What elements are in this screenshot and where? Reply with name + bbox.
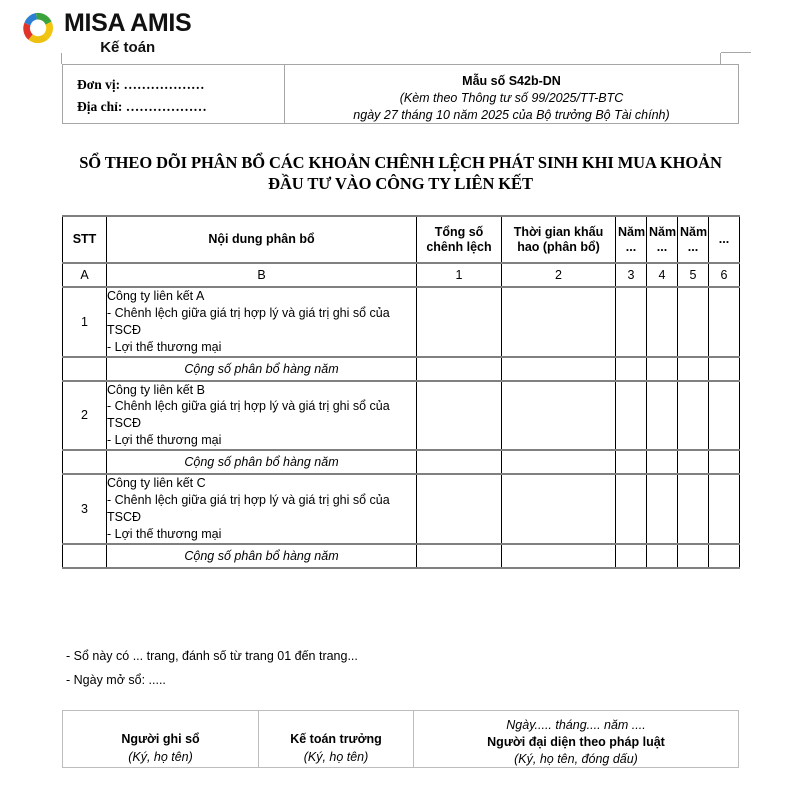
cell-total-difference[interactable] — [417, 526, 502, 544]
cell-year-2[interactable] — [647, 287, 678, 305]
cell-depreciation-time[interactable] — [502, 526, 616, 544]
summary-cell-year-more[interactable] — [709, 357, 740, 381]
signature-block — [62, 710, 739, 768]
summary-stt — [63, 450, 107, 474]
col-number-3: 3 — [616, 263, 647, 287]
cell-depreciation-time[interactable] — [502, 339, 616, 357]
row-stt: 2 — [63, 381, 107, 451]
table-row — [63, 305, 740, 339]
cell-year-2[interactable] — [647, 474, 678, 492]
cell-year-3[interactable] — [678, 492, 709, 526]
table-summary-row — [63, 357, 740, 381]
cell-total-difference[interactable] — [417, 339, 502, 357]
unit-label: Đơn vị: ……………… — [77, 77, 205, 92]
cell-year-1[interactable] — [616, 381, 647, 399]
signature-spacer — [259, 717, 413, 731]
col-number-b: B — [107, 263, 417, 287]
cell-year-more[interactable] — [709, 474, 740, 492]
summary-cell-year-3[interactable] — [678, 357, 709, 381]
cell-year-3[interactable] — [678, 381, 709, 399]
row-fair-value-difference: - Chênh lệch giữa giá trị hợp lý và giá trị ghi sổ của TSCĐ — [107, 492, 417, 526]
corner-tick-cap — [721, 52, 751, 53]
summary-cell-year-more[interactable] — [709, 450, 740, 474]
signature-legal-date: Ngày..... tháng.... năm .... — [506, 718, 646, 732]
cell-year-more[interactable] — [709, 398, 740, 432]
row-company-name: Công ty liên kết B — [107, 381, 417, 399]
table-row — [63, 492, 740, 526]
brand-header — [18, 8, 191, 55]
col-header-depreciation-line1: Thời gian khấu — [513, 224, 604, 239]
cell-depreciation-time[interactable] — [502, 432, 616, 450]
cell-year-2[interactable] — [647, 381, 678, 399]
cell-total-difference[interactable] — [417, 398, 502, 432]
allocation-table — [62, 215, 740, 569]
col-header-total-difference-line1: Tổng số — [434, 224, 484, 239]
signature-chief-role: Kế toán trưởng — [290, 732, 382, 746]
summary-stt — [63, 544, 107, 568]
form-note-line1: (Kèm theo Thông tư số 99/2025/TT-BTC — [399, 90, 624, 105]
page-title — [60, 152, 741, 194]
cell-year-3[interactable] — [678, 526, 709, 544]
signature-recorder-role: Người ghi sổ — [121, 732, 200, 746]
cell-depreciation-time[interactable] — [502, 398, 616, 432]
cell-total-difference[interactable] — [417, 492, 502, 526]
summary-cell-year-2[interactable] — [647, 544, 678, 568]
col-header-content: Nội dung phân bổ — [107, 216, 417, 263]
cell-year-more[interactable] — [709, 287, 740, 305]
brand-subtitle: Kế toán — [100, 39, 156, 56]
summary-cell-year-2[interactable] — [647, 450, 678, 474]
col-header-more: ... — [709, 216, 740, 263]
cell-year-1[interactable] — [616, 526, 647, 544]
cell-year-more[interactable] — [709, 381, 740, 399]
signature-recorder — [63, 711, 259, 767]
row-company-name: Công ty liên kết C — [107, 474, 417, 492]
col-number-1: 1 — [417, 263, 502, 287]
table-header-row — [63, 216, 740, 263]
row-company-name: Công ty liên kết A — [107, 287, 417, 305]
cell-year-more[interactable] — [709, 305, 740, 339]
cell-year-1[interactable] — [616, 305, 647, 339]
cell-total-difference[interactable] — [417, 474, 502, 492]
table-row — [63, 526, 740, 544]
col-header-stt: STT — [63, 216, 107, 263]
signature-chief-note: (Ký, họ tên) — [303, 749, 369, 764]
footer-notes — [66, 644, 358, 693]
cell-year-more[interactable] — [709, 492, 740, 526]
document-info-header — [62, 64, 739, 124]
cell-depreciation-time[interactable] — [502, 474, 616, 492]
address-label: Địa chỉ: ……………… — [77, 99, 207, 115]
cell-year-more[interactable] — [709, 526, 740, 544]
col-header-year-3 — [678, 216, 709, 263]
row-fair-value-difference: - Chênh lệch giữa giá trị hợp lý và giá trị ghi sổ của TSCĐ — [107, 398, 417, 432]
misa-swirl-logo-icon — [18, 8, 58, 48]
cell-year-1[interactable] — [616, 287, 647, 305]
col-number-6: 6 — [709, 263, 740, 287]
cell-depreciation-time[interactable] — [502, 492, 616, 526]
signature-legal-note: (Ký, họ tên, đóng dấu) — [514, 752, 638, 767]
allocation-table-body — [63, 287, 740, 568]
unit-info-box — [62, 64, 284, 124]
brand-title: MISA AMIS — [64, 9, 192, 37]
row-stt: 3 — [63, 474, 107, 544]
cell-total-difference[interactable] — [417, 381, 502, 399]
col-header-depreciation-time — [502, 216, 616, 263]
note-page-count: - Sổ này có ... trang, đánh số từ trang 01 đến trang... — [66, 649, 358, 663]
cell-year-1[interactable] — [616, 474, 647, 492]
row-goodwill: - Lợi thế thương mại — [107, 432, 417, 450]
summary-label: Cộng số phân bổ hàng năm — [107, 544, 417, 568]
summary-label: Cộng số phân bổ hàng năm — [107, 357, 417, 381]
cell-total-difference[interactable] — [417, 432, 502, 450]
row-goodwill: - Lợi thế thương mại — [107, 526, 417, 544]
row-goodwill: - Lợi thế thương mại — [107, 339, 417, 357]
col-header-year-2-line2: ... — [656, 239, 668, 254]
note-open-date: - Ngày mở sổ: ..... — [66, 673, 166, 688]
cell-year-1[interactable] — [616, 432, 647, 450]
cell-year-2[interactable] — [647, 339, 678, 357]
table-row — [63, 339, 740, 357]
page-title-line2: ĐẦU TƯ VÀO CÔNG TY LIÊN KẾT — [268, 174, 533, 194]
signature-spacer — [63, 717, 258, 731]
table-column-number-row — [63, 263, 740, 287]
summary-cell-year-3[interactable] — [678, 450, 709, 474]
signature-legal-representative — [414, 711, 738, 767]
signature-legal-role: Người đại diện theo pháp luật — [487, 734, 665, 749]
summary-cell-year-more[interactable] — [709, 544, 740, 568]
summary-cell-year-1[interactable] — [616, 450, 647, 474]
form-note-line2: ngày 27 tháng 10 năm 2025 của Bộ trưởng Bộ Tài chính) — [353, 107, 670, 122]
col-header-total-difference-line2: chênh lệch — [426, 239, 492, 254]
row-stt: 1 — [63, 287, 107, 357]
col-header-year-1 — [616, 216, 647, 263]
cell-year-1[interactable] — [616, 492, 647, 526]
summary-stt — [63, 357, 107, 381]
summary-cell-depreciation-time[interactable] — [502, 450, 616, 474]
cell-year-1[interactable] — [616, 398, 647, 432]
table-row — [63, 287, 740, 305]
col-header-total-difference — [417, 216, 502, 263]
cell-year-2[interactable] — [647, 305, 678, 339]
summary-cell-year-1[interactable] — [616, 357, 647, 381]
col-header-year-1-line2: ... — [625, 239, 637, 254]
summary-cell-year-3[interactable] — [678, 544, 709, 568]
col-header-year-2-line1: Năm — [649, 224, 677, 239]
cell-year-2[interactable] — [647, 432, 678, 450]
table-row — [63, 398, 740, 432]
corner-tick-right — [720, 53, 721, 64]
col-number-4: 4 — [647, 263, 678, 287]
cell-year-more[interactable] — [709, 432, 740, 450]
summary-cell-total-difference[interactable] — [417, 357, 502, 381]
cell-depreciation-time[interactable] — [502, 287, 616, 305]
col-header-depreciation-line2: hao (phân bổ) — [517, 239, 600, 254]
cell-total-difference[interactable] — [417, 287, 502, 305]
summary-label: Cộng số phân bổ hàng năm — [107, 450, 417, 474]
col-header-year-1-line1: Năm — [618, 224, 646, 239]
cell-year-3[interactable] — [678, 287, 709, 305]
summary-cell-year-2[interactable] — [647, 357, 678, 381]
summary-cell-depreciation-time[interactable] — [502, 544, 616, 568]
summary-cell-total-difference[interactable] — [417, 544, 502, 568]
corner-tick-left — [61, 53, 62, 64]
summary-cell-depreciation-time[interactable] — [502, 357, 616, 381]
summary-cell-year-1[interactable] — [616, 544, 647, 568]
cell-year-more[interactable] — [709, 339, 740, 357]
form-code-box — [284, 64, 739, 124]
table-row — [63, 432, 740, 450]
cell-depreciation-time[interactable] — [502, 381, 616, 399]
page-title-line1: SỔ THEO DÕI PHÂN BỔ CÁC KHOẢN CHÊNH LỆCH PHÁT SINH KHI MUA KHOẢN — [79, 153, 722, 172]
row-fair-value-difference: - Chênh lệch giữa giá trị hợp lý và giá trị ghi sổ của TSCĐ — [107, 305, 417, 339]
cell-year-1[interactable] — [616, 339, 647, 357]
cell-total-difference[interactable] — [417, 305, 502, 339]
col-number-a: A — [63, 263, 107, 287]
col-header-year-2 — [647, 216, 678, 263]
cell-year-2[interactable] — [647, 526, 678, 544]
summary-cell-total-difference[interactable] — [417, 450, 502, 474]
cell-depreciation-time[interactable] — [502, 305, 616, 339]
col-number-2: 2 — [502, 263, 616, 287]
signature-chief-accountant — [259, 711, 414, 767]
col-header-year-3-line2: ... — [687, 239, 699, 254]
cell-year-3[interactable] — [678, 432, 709, 450]
cell-year-3[interactable] — [678, 305, 709, 339]
cell-year-3[interactable] — [678, 398, 709, 432]
form-code: Mẫu số S42b-DN — [462, 74, 561, 88]
table-summary-row — [63, 544, 740, 568]
table-row — [63, 474, 740, 492]
signature-recorder-note: (Ký, họ tên) — [128, 749, 193, 764]
table-row — [63, 381, 740, 399]
cell-year-2[interactable] — [647, 398, 678, 432]
col-number-5: 5 — [678, 263, 709, 287]
col-header-year-3-line1: Năm — [680, 224, 708, 239]
cell-year-2[interactable] — [647, 492, 678, 526]
cell-year-3[interactable] — [678, 474, 709, 492]
table-summary-row — [63, 450, 740, 474]
cell-year-3[interactable] — [678, 339, 709, 357]
